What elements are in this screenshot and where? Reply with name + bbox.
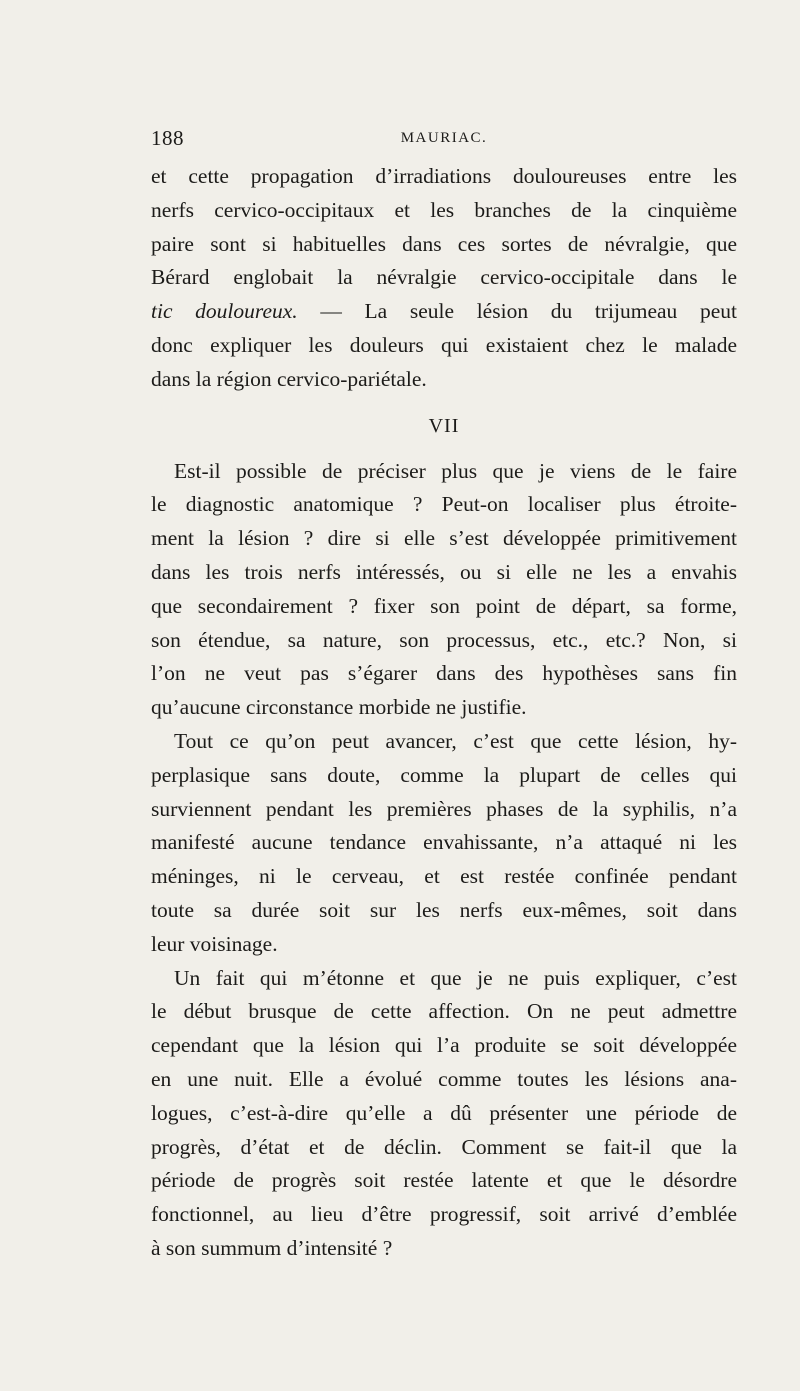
text-line-with-italic bbox=[151, 295, 737, 329]
text-line: en une nuit. Elle a évolué comme toutes les lésions ana- bbox=[151, 1066, 737, 1091]
text-line: Est-il possible de préciser plus que je viens de le faire bbox=[174, 458, 737, 483]
text-line: Tout ce qu’on peut avancer, c’est que cette lésion, hy- bbox=[174, 728, 737, 753]
text-line: qu’aucune circonstance morbide ne justifie. bbox=[151, 695, 527, 720]
page-header bbox=[151, 126, 737, 156]
running-head: MAURIAC. bbox=[400, 130, 488, 146]
paragraph-3 bbox=[151, 725, 737, 962]
text-line: et cette propagation d’irradiations douloureuses entre les bbox=[151, 164, 737, 188]
text-line: logues, c’est-à-dire qu’elle a dû présenter une période de bbox=[151, 1100, 737, 1125]
text-line: dans la région cervico-pariétale. bbox=[151, 366, 427, 391]
text-line: ment la lésion ? dire si elle s’est développée primitivement bbox=[151, 526, 737, 551]
text-line: paire sont si habituelles dans ces sortes de névralgie, que bbox=[151, 231, 737, 256]
paragraph-2 bbox=[151, 455, 737, 725]
text-line: surviennent pendant les premières phases de la syphilis, n’a bbox=[151, 796, 737, 821]
text-line: période de progrès soit restée latente et que le désordre bbox=[151, 1168, 737, 1193]
text-line: leur voisinage. bbox=[151, 931, 278, 956]
text-line: manifesté aucune tendance envahissante, n’a attaqué ni les bbox=[151, 830, 737, 855]
paragraph-4 bbox=[151, 962, 737, 1266]
text-line: fonctionnel, au lieu d’être progressif, soit arrivé d’emblée bbox=[151, 1202, 737, 1227]
text-line: le diagnostic anatomique ? Peut-on localiser plus étroite- bbox=[151, 492, 737, 517]
text-line: cependant que la lésion qui l’a produite se soit développée bbox=[151, 1033, 737, 1058]
text-segment: — La seule lésion du trijumeau peut bbox=[320, 299, 737, 324]
text-line: son étendue, sa nature, son processus, etc., etc.? Non, si bbox=[151, 627, 737, 652]
text-line: toute sa durée soit sur les nerfs eux-mêmes, soit dans bbox=[151, 897, 737, 922]
text-line: que secondairement ? fixer son point de départ, sa forme, bbox=[151, 593, 737, 618]
text-line: le début brusque de cette affection. On ne peut admettre bbox=[151, 999, 737, 1024]
page-number: 188 bbox=[151, 126, 184, 150]
text-line: donc expliquer les douleurs qui existaient chez le malade bbox=[151, 332, 737, 357]
italic-phrase: tic douloureux. bbox=[151, 299, 298, 324]
page-body bbox=[151, 160, 737, 1266]
text-line: à son summum d’intensité ? bbox=[151, 1235, 393, 1260]
text-line: dans les trois nerfs intéressés, ou si elle ne les a envahis bbox=[151, 559, 737, 584]
text-line: l’on ne veut pas s’égarer dans des hypothèses sans fin bbox=[151, 661, 737, 686]
text-line: Un fait qui m’étonne et que je ne puis expliquer, c’est bbox=[174, 965, 737, 990]
text-line: perplasique sans doute, comme la plupart de celles qui bbox=[151, 762, 737, 787]
text-line: nerfs cervico-occipitaux et les branches de la cinquième bbox=[151, 197, 737, 222]
section-heading: VII bbox=[428, 414, 460, 437]
text-line: Bérard englobait la névralgie cervico-occipitale dans le bbox=[151, 265, 737, 290]
text-line: méninges, ni le cerveau, et est restée confinée pendant bbox=[151, 864, 737, 889]
paragraph-1 bbox=[151, 160, 737, 397]
text-line: progrès, d’état et de déclin. Comment se fait-il que la bbox=[151, 1134, 737, 1159]
